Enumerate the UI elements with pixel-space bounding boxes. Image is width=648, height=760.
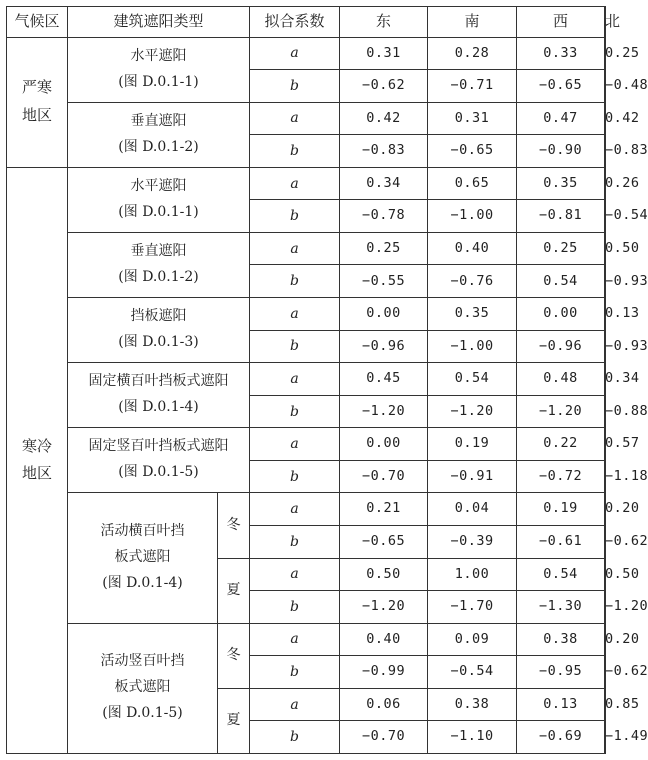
value-b-west: −0.96 [517, 330, 605, 363]
value-a-south: 0.65 [428, 167, 517, 200]
value-b-east: −0.70 [340, 460, 428, 493]
value-a-east: 0.50 [340, 558, 428, 591]
value-b-west: −0.72 [517, 460, 605, 493]
shading-coefficient-table [6, 6, 648, 754]
coef-a-label: a [250, 428, 340, 461]
coef-b-label: b [250, 70, 340, 103]
value-a-west: 0.33 [517, 37, 605, 70]
coef-b-label: b [250, 200, 340, 233]
value-a-south: 0.19 [428, 428, 517, 461]
table-row [7, 428, 606, 461]
header-row [7, 7, 606, 38]
value-a-west: 0.25 [517, 232, 605, 265]
value-a-south: 1.00 [428, 558, 517, 591]
shading-type-cell-line-1: 活动横百叶挡 [100, 523, 185, 540]
value-b-north: −0.62 [605, 533, 648, 549]
value-a-north: 0.85 [605, 695, 640, 712]
value-b-west: −0.90 [517, 135, 605, 168]
value-b-east: −1.20 [340, 395, 428, 428]
header-shading-type: 建筑遮阳类型 [68, 7, 250, 38]
table-row [7, 363, 606, 396]
value-b-west: −1.30 [517, 591, 605, 624]
value-b-east: −1.20 [340, 591, 428, 624]
value-a-west: 0.35 [517, 167, 605, 200]
value-b-south: −0.54 [428, 656, 517, 689]
value-a-south: 0.28 [428, 37, 517, 70]
value-b-north: −0.62 [605, 663, 648, 680]
value-b-south: −0.39 [428, 525, 517, 558]
shading-type-cell-line-1: 垂直遮阳 [130, 112, 187, 129]
coef-b-label: b [250, 656, 340, 689]
value-a-south: 0.04 [428, 493, 517, 526]
coef-a-label: a [250, 558, 340, 591]
shading-type-cell [68, 298, 250, 363]
value-b-north: −0.93 [605, 337, 648, 354]
value-b-south: −0.76 [428, 265, 517, 298]
value-a-north: 0.50 [605, 239, 640, 256]
header-west: 西 [517, 7, 605, 38]
value-a-west: 0.00 [517, 298, 605, 331]
shading-type-cell-line-2: (图 D.0.1-1) [118, 73, 199, 90]
header-east: 东 [340, 7, 428, 38]
coef-b-label: b [250, 330, 340, 363]
value-b-east: −0.55 [340, 265, 428, 298]
value-a-east: 0.21 [340, 493, 428, 526]
shading-type-cell-line-2: (图 D.0.1-3) [118, 334, 199, 351]
value-a-east: 0.25 [340, 232, 428, 265]
value-b-south: −0.65 [428, 135, 517, 168]
value-a-north: 0.13 [605, 305, 640, 322]
value-b-east: −0.83 [340, 135, 428, 168]
shading-type-cell-line-1: 水平遮阳 [130, 47, 187, 64]
shading-type-cell-line-1: 活动竖百叶挡 [100, 653, 185, 670]
value-a-north: 0.57 [605, 435, 640, 452]
value-b-east: −0.65 [340, 525, 428, 558]
shading-type-cell-line-2: 板式遮阳 [114, 549, 171, 566]
value-b-south: −1.10 [428, 721, 517, 754]
header-south: 南 [428, 7, 517, 38]
value-a-west: 0.38 [517, 623, 605, 656]
value-a-east: 0.34 [340, 167, 428, 200]
shading-type-cell-line-2: (图 D.0.1-5) [118, 464, 199, 481]
coef-b-label: b [250, 591, 340, 624]
value-b-south: −1.00 [428, 330, 517, 363]
value-b-north: −1.49 [605, 728, 648, 745]
coef-a-label: a [250, 688, 340, 721]
shading-type-cell-line-1: 固定竖百叶挡板式遮阳 [88, 438, 229, 455]
value-b-west: −0.95 [517, 656, 605, 689]
value-b-west: 0.54 [517, 265, 605, 298]
shading-type-cell-line-3: (图 D.0.1-4) [102, 574, 183, 591]
value-a-east: 0.06 [340, 688, 428, 721]
value-a-west: 0.47 [517, 102, 605, 135]
value-b-south: −1.20 [428, 395, 517, 428]
value-a-north: 0.20 [605, 500, 640, 517]
coef-b-label: b [250, 395, 340, 428]
value-b-east: −0.78 [340, 200, 428, 233]
shading-type-cell [68, 232, 250, 297]
table-body [7, 7, 648, 754]
value-b-east: −0.62 [340, 70, 428, 103]
value-a-east: 0.40 [340, 623, 428, 656]
zone-cold-line-2: 地区 [21, 464, 52, 483]
value-b-west: −0.65 [517, 70, 605, 103]
coef-b-label: b [250, 721, 340, 754]
value-a-west: 0.54 [517, 558, 605, 591]
value-a-north: 0.50 [605, 565, 640, 582]
value-a-east: 0.42 [340, 102, 428, 135]
shading-type-cell [68, 167, 250, 232]
value-a-south: 0.09 [428, 623, 517, 656]
zone-cold [7, 167, 68, 753]
coef-b-label: b [250, 525, 340, 558]
table-row [7, 102, 606, 135]
value-a-north: 0.42 [605, 109, 640, 126]
value-b-west: −1.20 [517, 395, 605, 428]
value-b-east: −0.70 [340, 721, 428, 754]
shading-type-cell [68, 428, 250, 493]
value-a-north: 0.25 [605, 44, 640, 61]
value-a-south: 0.38 [428, 688, 517, 721]
season-winter: 冬 [218, 493, 250, 558]
zone-severe-cold-line-1: 严寒 [21, 78, 52, 97]
table-row [7, 493, 606, 526]
header-climate-zone: 气候区 [7, 7, 68, 38]
shading-type-cell [68, 102, 250, 167]
shading-type-cell [68, 37, 250, 102]
value-b-west: −0.81 [517, 200, 605, 233]
season-winter: 冬 [218, 623, 250, 688]
value-b-north: −0.93 [605, 272, 648, 289]
zone-cold-line-1: 寒冷 [21, 436, 52, 455]
header-north: 北 [605, 12, 621, 31]
coef-a-label: a [250, 493, 340, 526]
table-row [7, 167, 606, 200]
value-b-west: −0.69 [517, 721, 605, 754]
value-b-east: −0.96 [340, 330, 428, 363]
table-row [7, 232, 606, 265]
shading-type-cell-line-1: 挡板遮阳 [130, 308, 187, 325]
value-b-north: −0.48 [605, 77, 648, 94]
shading-type-cell-line-2: (图 D.0.1-1) [118, 203, 199, 220]
value-a-north: 0.20 [605, 630, 640, 647]
coef-a-label: a [250, 623, 340, 656]
value-a-north: 0.26 [605, 174, 640, 191]
value-b-west: −0.61 [517, 525, 605, 558]
value-a-east: 0.45 [340, 363, 428, 396]
coef-b-label: b [250, 135, 340, 168]
value-a-east: 0.00 [340, 298, 428, 331]
shading-type-cell-line-1: 垂直遮阳 [130, 243, 187, 260]
value-b-south: −1.70 [428, 591, 517, 624]
coef-a-label: a [250, 298, 340, 331]
coef-b-label: b [250, 265, 340, 298]
shading-type-cell [68, 363, 250, 428]
value-a-south: 0.40 [428, 232, 517, 265]
header-fit-coefficient: 拟合系数 [250, 7, 340, 38]
value-a-east: 0.00 [340, 428, 428, 461]
season-summer: 夏 [218, 688, 250, 753]
shading-type-cell-line-2: (图 D.0.1-4) [118, 399, 199, 416]
value-b-south: −0.91 [428, 460, 517, 493]
value-a-east: 0.31 [340, 37, 428, 70]
value-a-north: 0.34 [605, 370, 640, 387]
value-a-south: 0.31 [428, 102, 517, 135]
zone-severe-cold-line-2: 地区 [21, 106, 52, 125]
coef-a-label: a [250, 167, 340, 200]
value-a-south: 0.54 [428, 363, 517, 396]
value-a-west: 0.22 [517, 428, 605, 461]
shading-type-cell-line-2: 板式遮阳 [114, 679, 171, 696]
shading-type-cell [68, 623, 218, 753]
value-b-north: −0.88 [605, 402, 648, 419]
coef-a-label: a [250, 37, 340, 70]
table-row [7, 623, 606, 656]
value-b-east: −0.99 [340, 656, 428, 689]
table-row [7, 298, 606, 331]
value-b-south: −0.71 [428, 70, 517, 103]
coef-a-label: a [250, 102, 340, 135]
coef-a-label: a [250, 232, 340, 265]
value-a-south: 0.35 [428, 298, 517, 331]
shading-type-cell-line-1: 水平遮阳 [130, 177, 187, 194]
value-b-north: −1.18 [605, 467, 648, 484]
shading-type-cell [68, 493, 218, 623]
shading-type-cell-line-1: 固定横百叶挡板式遮阳 [88, 373, 229, 390]
value-b-north: −1.20 [605, 598, 648, 615]
coef-a-label: a [250, 363, 340, 396]
coef-b-label: b [250, 460, 340, 493]
value-b-south: −1.00 [428, 200, 517, 233]
shading-type-cell-line-2: (图 D.0.1-2) [118, 138, 199, 155]
value-b-north: −0.54 [605, 207, 648, 224]
value-a-west: 0.48 [517, 363, 605, 396]
value-a-west: 0.13 [517, 688, 605, 721]
zone-severe-cold [7, 37, 68, 167]
table-row [7, 37, 606, 70]
value-b-north: −0.83 [605, 142, 648, 159]
season-summer: 夏 [218, 558, 250, 623]
shading-type-cell-line-3: (图 D.0.1-5) [102, 705, 183, 722]
value-a-west: 0.19 [517, 493, 605, 526]
shading-type-cell-line-2: (图 D.0.1-2) [118, 268, 199, 285]
